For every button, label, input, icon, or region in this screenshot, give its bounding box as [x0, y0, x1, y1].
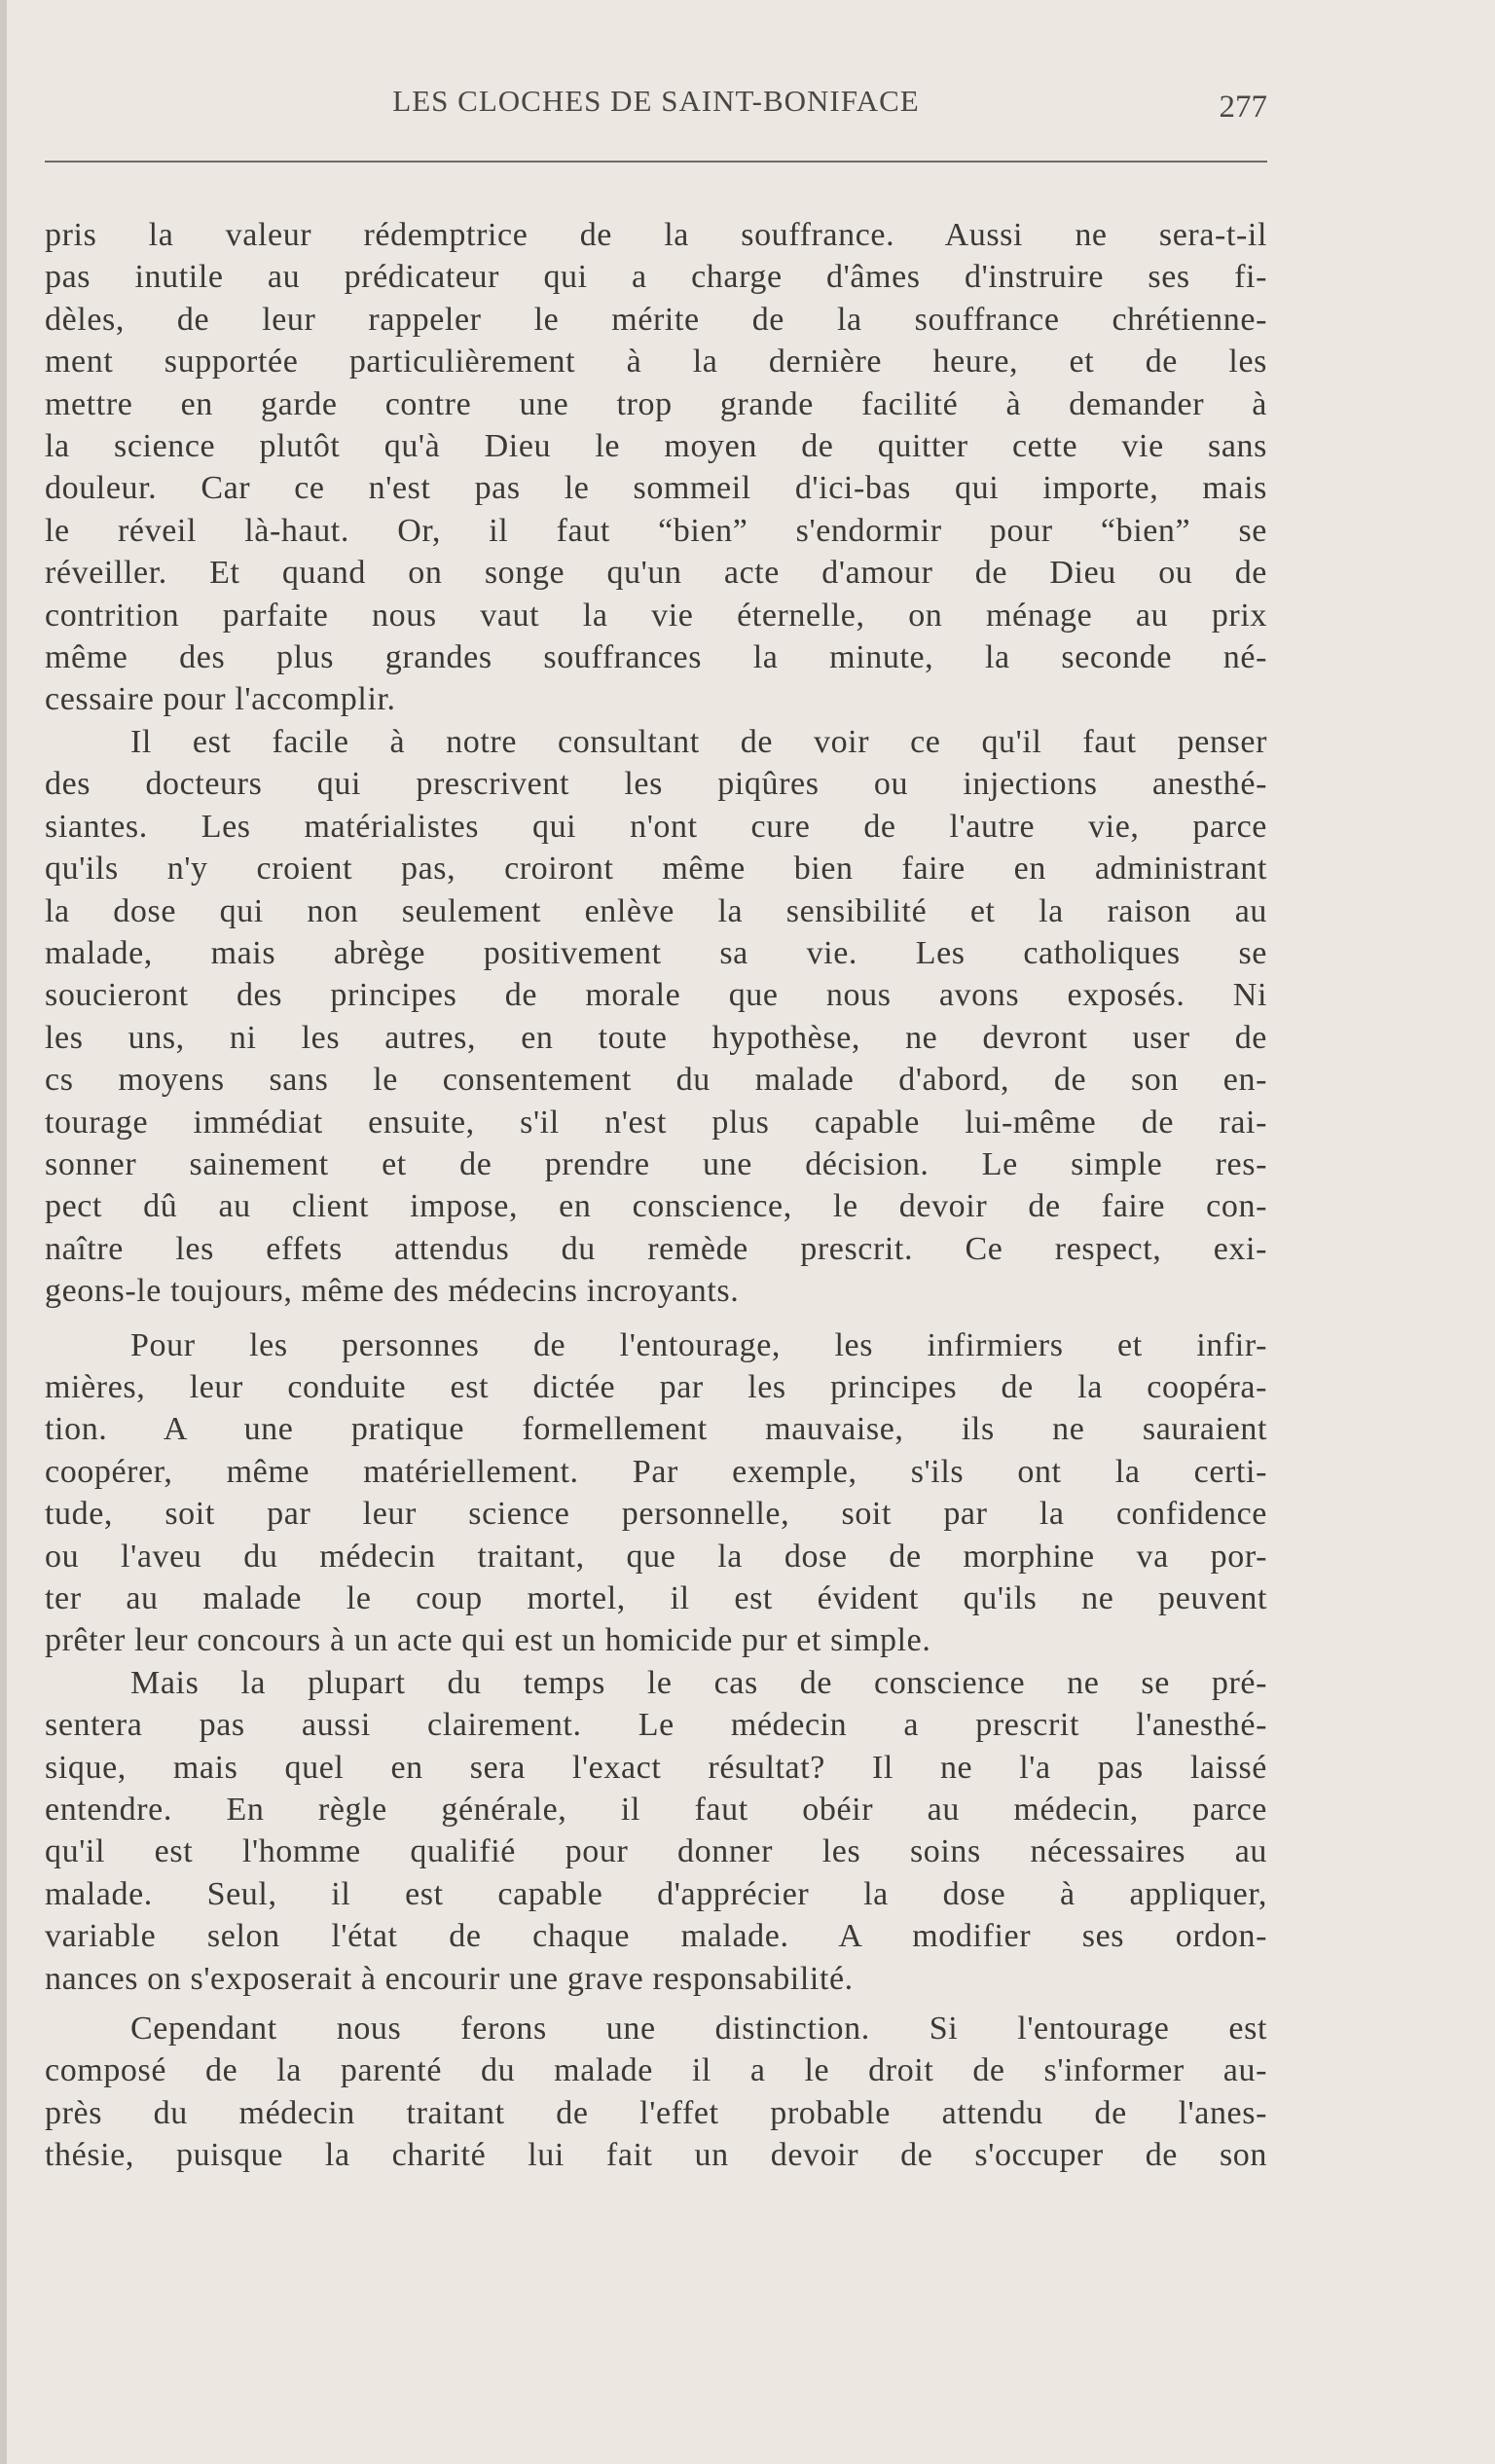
text-line: thésie, puisque la charité lui fait un devoir de s'occuper de son: [45, 2137, 1267, 2174]
page-header: [45, 84, 1267, 132]
text-line: sonner sainement et de prendre une décision. Le simple res-: [45, 1145, 1267, 1182]
page-edge-shadow: [0, 0, 7, 2464]
text-line: Il est facile à notre consultant de voir ce qu'il faut penser: [130, 723, 1267, 760]
text-line: même des plus grandes souffrances la minute, la seconde né-: [45, 639, 1267, 676]
page-number: 277: [1219, 90, 1267, 125]
body-text: [45, 214, 1267, 2177]
text-line: la dose qui non seulement enlève la sensibilité et la raison au: [45, 892, 1267, 929]
text-line: soucieront des principes de morale que nous avons exposés. Ni: [45, 977, 1267, 1014]
text-line: le réveil là-haut. Or, il faut “bien” s'endormir pour “bien” se: [45, 512, 1267, 549]
header-rule: [45, 161, 1267, 163]
text-line: mettre en garde contre une trop grande facilité à demander à: [45, 385, 1267, 422]
text-line: qu'il est l'homme qualifié pour donner les soins nécessaires au: [45, 1833, 1267, 1870]
text-line: malade, mais abrège positivement sa vie. Les catholiques se: [45, 934, 1267, 971]
text-line: malade. Seul, il est capable d'apprécier la dose à appliquer,: [45, 1875, 1267, 1912]
text-line: geons-le toujours, même des médecins incroyants.: [45, 1273, 740, 1310]
text-line: douleur. Car ce n'est pas le sommeil d'ici-bas qui importe, mais: [45, 470, 1267, 507]
running-title: LES CLOCHES DE SAINT-BONIFACE: [392, 84, 920, 118]
text-line: près du médecin traitant de l'effet probable attendu de l'anes-: [45, 2094, 1267, 2131]
text-line: naître les effets attendus du remède prescrit. Ce respect, exi-: [45, 1230, 1267, 1267]
text-line: nances on s'exposerait à encourir une grave responsabilité.: [45, 1960, 854, 1997]
text-line: entendre. En règle générale, il faut obéir au médecin, parce: [45, 1792, 1267, 1829]
text-line: réveiller. Et quand on songe qu'un acte d'amour de Dieu ou de: [45, 555, 1267, 592]
text-line: tion. A une pratique formellement mauvaise, ils ne sauraient: [45, 1411, 1267, 1448]
text-line: pas inutile au prédicateur qui a charge d'âmes d'instruire ses fi-: [45, 259, 1267, 296]
text-line: Mais la plupart du temps le cas de conscience ne se pré-: [130, 1664, 1267, 1701]
text-line: ment supportée particulièrement à la dernière heure, et de les: [45, 344, 1267, 380]
text-line: des docteurs qui prescrivent les piqûres ou injections anesthé-: [45, 766, 1267, 803]
text-line: Cependant nous ferons une distinction. Si l'entourage est: [130, 2011, 1267, 2047]
text-line: Pour les personnes de l'entourage, les infirmiers et infir-: [130, 1326, 1267, 1363]
text-line: la science plutôt qu'à Dieu le moyen de quitter cette vie sans: [45, 428, 1267, 465]
text-line: ou l'aveu du médecin traitant, que la dose de morphine va por-: [45, 1538, 1267, 1575]
text-line: cs moyens sans le consentement du malade d'abord, de son en-: [45, 1062, 1267, 1099]
text-line: qu'ils n'y croient pas, croiront même bien faire en administrant: [45, 851, 1267, 888]
text-line: ter au malade le coup mortel, il est évident qu'ils ne peuvent: [45, 1580, 1267, 1616]
text-line: tude, soit par leur science personnelle, soit par la confidence: [45, 1496, 1267, 1533]
text-line: prêter leur concours à un acte qui est un homicide pur et simple.: [45, 1622, 931, 1659]
text-line: tourage immédiat ensuite, s'il n'est plus capable lui-même de rai-: [45, 1104, 1267, 1141]
text-line: variable selon l'état de chaque malade. A modifier ses ordon-: [45, 1918, 1267, 1955]
text-line: composé de la parenté du malade il a le droit de s'informer au-: [45, 2052, 1267, 2089]
text-line: dèles, de leur rappeler le mérite de la souffrance chrétienne-: [45, 301, 1267, 338]
text-line: pect dû au client impose, en conscience, le devoir de faire con-: [45, 1188, 1267, 1225]
text-line: cessaire pour l'accomplir.: [45, 681, 396, 718]
text-line: sique, mais quel en sera l'exact résultat? Il ne l'a pas laissé: [45, 1749, 1267, 1786]
text-line: sentera pas aussi clairement. Le médecin a prescrit l'anesthé-: [45, 1707, 1267, 1744]
text-line: contrition parfaite nous vaut la vie éternelle, on ménage au prix: [45, 597, 1267, 634]
text-line: coopérer, même matériellement. Par exemple, s'ils ont la certi-: [45, 1453, 1267, 1490]
text-line: les uns, ni les autres, en toute hypothèse, ne devront user de: [45, 1019, 1267, 1056]
text-line: mières, leur conduite est dictée par les principes de la coopéra-: [45, 1368, 1267, 1405]
text-line: siantes. Les matérialistes qui n'ont cure de l'autre vie, parce: [45, 808, 1267, 845]
text-line: pris la valeur rédemptrice de la souffrance. Aussi ne sera-t-il: [45, 217, 1267, 253]
